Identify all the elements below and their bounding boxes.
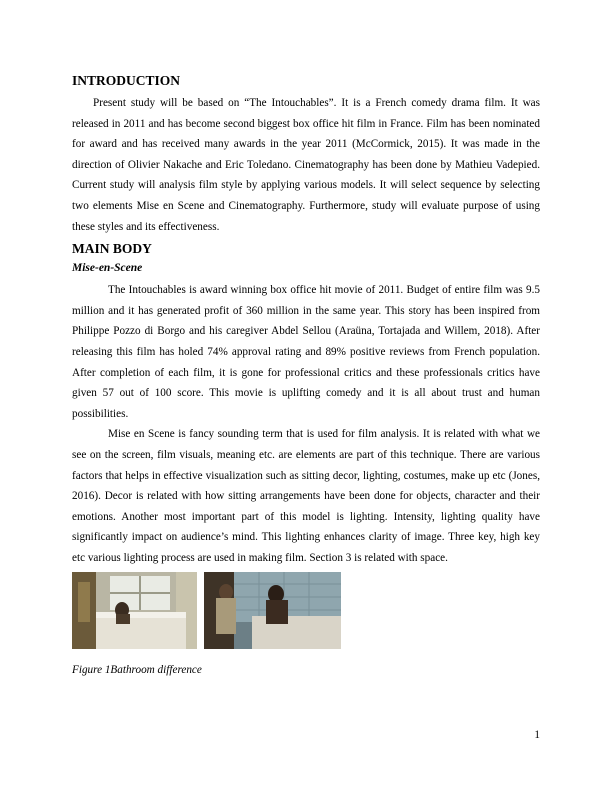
figure-caption: Figure 1Bathroom difference (72, 664, 202, 677)
page-content (72, 72, 540, 678)
body-paragraph-1: The Intouchables is award winning box office hit movie of 2011. Budget of entire film was 9.5 million and it has generated profit of 360 million in the same year. This story has been inspired from Philippe Pozzo di Borgo and his caregiver Abdel Sellou (Araüna, Tortajada and Willem, 2018). After releasing this film has holed 74% approval rating and 89% positive reviews from French population. After completion of each film, it is gone for professional critics and these professionals critics have given 57 out of 100 score. This movie is uplifting comedy and it is all about trust and human possibilities. (72, 284, 540, 420)
bathroom-photo-left (72, 572, 197, 649)
page-number: 1 (534, 729, 540, 741)
bathroom-photo-right (204, 572, 341, 649)
body-paragraph-2: Mise en Scene is fancy sounding term that is used for film analysis. It is related with what we see on the screen, film visuals, meaning etc. are elements are part of this technique. There are various factors that helps in effective visualization such as sitting decor, lighting, costumes, make up etc (Jones, 2016). Decor is related with how sitting arrangements have been done for objects, character and their emotions. Another most important part of this model is lighting. Intensity, lighting quality have significantly impact on audience’s mind. This lighting enhances clarity of image. Three key, high key etc various lighting process are used in making film. Section 3 is related with space. (72, 428, 540, 564)
introduction-heading: INTRODUCTION (72, 73, 181, 88)
mise-en-scene-subheading: Mise-en-Scene (72, 262, 143, 275)
main-body-heading: MAIN BODY (72, 241, 152, 257)
introduction-paragraph: Present study will be based on “The Intouchables”. It is a French comedy drama film. It was released in 2011 and has become second biggest box office hit film in France. Film has been nominated for award and has received many awards in the year 2011 (McCormick, 2015). It was made in the direction of Olivier Nakache and Eric Toledano. Cinematography has been done by Mathieu Vadepied. Current study will analysis film style by applying various models. It will select sequence by selecting two elements Mise en Scene and Cinematography. Furthermore, study will evaluate purpose of using these styles and its effectiveness. (72, 97, 540, 233)
figure-images (72, 572, 540, 658)
